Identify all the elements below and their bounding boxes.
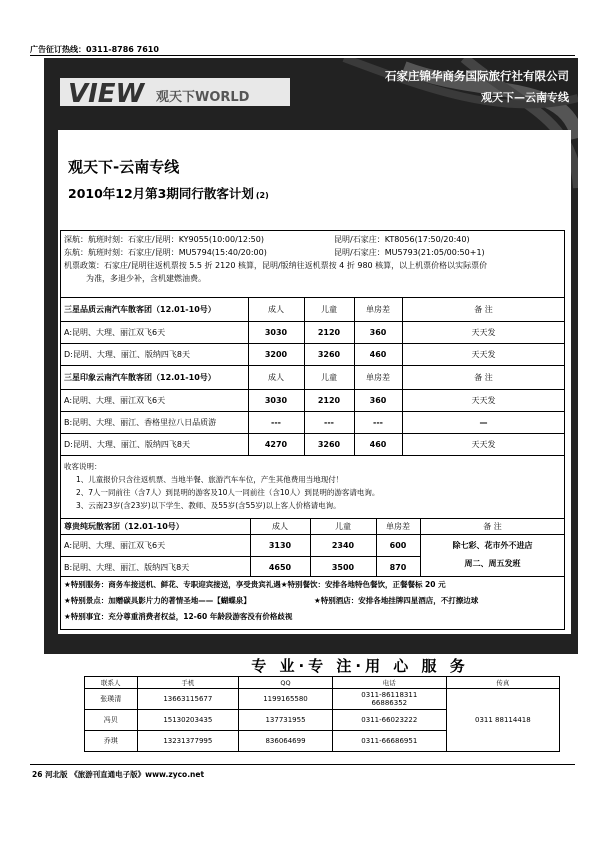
col-single: 单房差: [386, 521, 410, 531]
special-features: [64, 577, 562, 625]
contact-table: [84, 676, 560, 752]
table-premium: [60, 518, 565, 578]
contact-qq: 1199165580: [239, 689, 333, 710]
contact-header: 手机: [137, 677, 239, 689]
feature-line: ★特别服务：商务车接送机、鲜花、专职迎宾接送，享受贵宾礼遇★特别餐饮：安排各地特色餐饮，正餐餐标 20 元: [64, 580, 446, 589]
table-quality: [60, 297, 565, 367]
table-row-adult: 3200: [264, 349, 288, 359]
col-remark: 备 注: [474, 304, 493, 314]
table-row-adult: 3030: [264, 327, 288, 337]
logo-sub: 观天下WORLD: [156, 90, 250, 105]
table-row-route: B:昆明、大理、丽江、版纳四飞8天: [64, 562, 190, 572]
col-child: 儿童: [335, 521, 351, 531]
flight-dh-out: 东航：航班时刻：石家庄/昆明：MU5794(15:40/20:00): [64, 248, 267, 257]
table-row-adult: 3130: [268, 540, 292, 550]
table-row-child: ---: [324, 417, 334, 427]
table-row-route: A:昆明、大理、丽江双飞6天: [64, 395, 166, 405]
table-row-single: 600: [389, 540, 407, 550]
table-row-remark: 天天发: [471, 439, 496, 449]
notes-heading: 收客说明：: [64, 462, 102, 471]
table-row-single: ---: [373, 417, 383, 427]
feature-line: ★特别酒店：安排各地挂牌四星酒店，不打擦边球: [314, 596, 479, 605]
col-remark: 备 注: [483, 521, 502, 531]
feature-line: ★特别景点：加赠碳具影片力的著情圣地——【蝴蝶泉】: [64, 596, 251, 605]
col-remark: 备 注: [474, 372, 493, 382]
service-slogan: 专 业·专 注·用 心 服 务: [251, 657, 469, 675]
col-single: 单房差: [366, 372, 390, 382]
table-row-single: 870: [389, 562, 407, 572]
table-row-child: 3500: [331, 562, 355, 572]
contact-tel-1: 0311-86118311: [361, 691, 418, 699]
flight-sz-out: 深航：航班时刻：石家庄/昆明：KY9055(10:00/12:50): [64, 235, 264, 244]
table-row-remark: 天天发: [471, 349, 496, 359]
table-impression: [60, 365, 565, 457]
table-row-route: D:昆明、大理、丽江、版纳四飞8天: [64, 439, 190, 449]
table-row-child: 3260: [317, 349, 341, 359]
premium-remark: 除七彩、花市外不进店: [452, 540, 533, 550]
logo-mark: VIEW: [68, 79, 145, 108]
table-row-child: 2340: [331, 540, 355, 550]
contact-header: 传真: [446, 677, 559, 689]
col-adult: 成人: [272, 521, 288, 531]
ticket-policy-cont: 为准，多退少补，含机建燃油费。: [86, 274, 206, 283]
magazine-name: 《旅游刊直通电子版》www.zyco.net: [70, 770, 205, 779]
feature-line: ★特别事宜：充分尊重消费者权益，12-60 年龄段游客没有价格歧视: [64, 612, 293, 621]
ticket-policy: 机票政策：石家庄/昆明往返机票按 5.5 折 2120 核算，昆明/版纳往返机票按 4 折 980 核算，以上机票价格以实际票价: [64, 261, 488, 270]
page-number: 26: [32, 770, 43, 779]
flight-sz-ret: 昆明/石家庄：KT8056(17:50/20:40): [334, 235, 470, 244]
note-item: 3、云南23岁(含23岁)以下学生、教师、及55岁(含55岁)以上客人价格请电询。: [76, 501, 341, 510]
contact-mobile: 13663115677: [137, 689, 239, 710]
table-row-single: 460: [369, 439, 387, 449]
table-row-adult: ---: [271, 417, 281, 427]
contact-header: 电话: [332, 677, 446, 689]
page-title: 观天下-云南专线: [68, 158, 180, 176]
contact-fax: 0311 88114418: [446, 689, 559, 752]
flight-info: [64, 233, 562, 285]
note-item: 2、7人一同前往（含7人）到昆明的游客及10人一同前往（含10人）到昆明的游客请电询。: [76, 488, 380, 497]
table-row-child: 3260: [317, 439, 341, 449]
contact-name: 张瑛清: [85, 689, 138, 710]
table-header-name: 尊贵纯玩散客团（12.01-10号）: [64, 521, 184, 531]
table-row-adult: 3030: [264, 395, 288, 405]
col-child: 儿童: [321, 372, 337, 382]
col-child: 儿童: [321, 304, 337, 314]
table-row-single: 360: [369, 327, 387, 337]
contact-tel: 0311-66023222: [332, 710, 446, 731]
table-header-name: 三星品质云南汽车散客团（12.01-10号）: [64, 304, 216, 314]
contact-qq: 836064699: [239, 731, 333, 752]
premium-remark: 周二、周五发班: [464, 558, 521, 568]
view-world-logo: [60, 76, 290, 108]
col-adult: 成人: [268, 304, 284, 314]
table-row-route: A:昆明、大理、丽江双飞6天: [64, 327, 166, 337]
note-item: 1、儿童报价只含往返机票、当地半餐、旅游汽车车位，产生其他费用当地现付！: [76, 475, 344, 484]
contact-name: 冯贝: [85, 710, 138, 731]
table-row-route: A:昆明、大理、丽江双飞6天: [64, 540, 166, 550]
company-name: 石家庄锦华商务国际旅行社有限公司: [385, 69, 569, 83]
header-subtitle: 观天下—云南专线: [481, 91, 569, 104]
table-row-child: 2120: [317, 395, 341, 405]
table-row-adult: 4270: [264, 439, 288, 449]
subtitle-text: 2010年12月第3期同行散客计划: [68, 186, 254, 201]
table-row-adult: 4650: [268, 562, 292, 572]
table-row-route: D:昆明、大理、丽江、版纳四飞8天: [64, 349, 190, 359]
edition: 河北版: [45, 770, 68, 779]
flight-dh-ret: 昆明/石家庄：MU5793(21:05/00:50+1): [334, 248, 485, 257]
page-subtitle: [68, 184, 269, 202]
contact-header: QQ: [239, 677, 333, 689]
contact-tel-2: 66886352: [371, 699, 408, 707]
contact-tel: [332, 689, 446, 710]
table-row-remark: 天天发: [471, 395, 496, 405]
table-row-route: B:昆明、大理、丽江、香格里拉八日品质游: [64, 417, 217, 427]
subtitle-note: (2): [255, 191, 269, 200]
contact-mobile: 15130203435: [137, 710, 239, 731]
footer-rule: [30, 764, 575, 765]
contact-mobile: 13231377995: [137, 731, 239, 752]
col-single: 单房差: [366, 304, 390, 314]
table-row-remark: —: [479, 417, 488, 427]
col-adult: 成人: [268, 372, 284, 382]
contact-tel: 0311-66686951: [332, 731, 446, 752]
page-footer: [32, 769, 204, 780]
table-row-remark: 天天发: [471, 327, 496, 337]
table-row-single: 360: [369, 395, 387, 405]
booking-notes: [64, 460, 562, 512]
table-header-name: 三星印象云南汽车散客团（12.01-10号）: [64, 372, 216, 382]
table-row-child: 2120: [317, 327, 341, 337]
ad-hotline: 广告征订热线：0311-8786 7610: [30, 45, 159, 54]
header-rule: [30, 55, 575, 56]
contact-header: 联系人: [85, 677, 138, 689]
table-row-single: 460: [369, 349, 387, 359]
contact-qq: 137731955: [239, 710, 333, 731]
contact-name: 乔琪: [85, 731, 138, 752]
